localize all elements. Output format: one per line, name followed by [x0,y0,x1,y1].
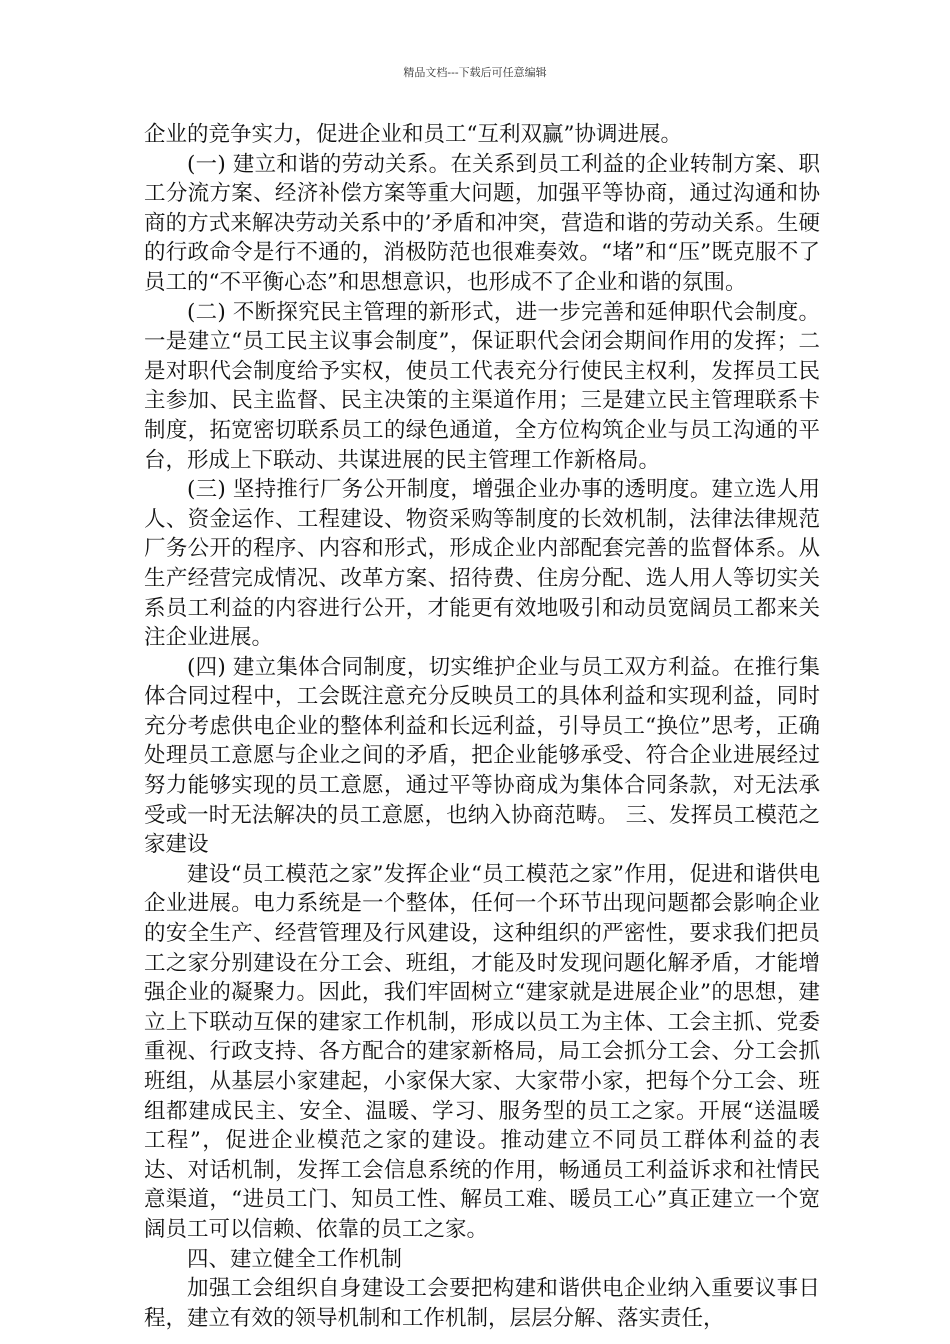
paragraph-model-home: 建设“员工模范之家”发挥企业“员工模范之家”作用，促进和谐供电企业进展。电力系统是一个整体，任何一个环节出现问题都会影响企业的安全生产、经营管理及行风建设，这种组织的严密性，要求我们把员工之家分别建设在分工会、班组，才能及时发现问题化解矛盾，才能增强企业的凝聚力。因此，我们牢固树立“建家就是进展企业”的思想，建立上下联动互保的建家工作机制，形成以员工为主体、工会主抓、党委重视、行政支持、各方配合的建家新格局，局工会抓分工会、分工会抓班组，从基层小家建起，小家保大家、大家带小家，把每个分工会、班组都建成民主、安全、温暖、学习、服务型的员工之家。开展“送温暖工程”，促进企业模范之家的建设。推动建立不同员工群体利益的表达、对话机制，发挥工会信息系统的作用，畅通员工利益诉求和社情民意渠道，“进员工门、知员工性、解员工难、暖员工心”真正建立一个宽阔员工可以信赖、依靠的员工之家。 [144,861,820,1242]
document-body [144,120,820,1333]
section-heading-mechanism: 四、建立健全工作机制 [187,1246,403,1272]
page-header: 精品文档---下载后可任意编辑 [403,66,547,79]
paragraph-section-3: (三) 坚持推行厂务公开制度，增强企业办事的透明度。建立选人用人、资金运作、工程建设、物资采购等制度的长效机制，法律法律规范厂务公开的程序、内容和形式，形成企业内部配套完善的监督体系。从生产经营完成情况、改革方案、招待费、住房分配、选人用人等切实关系员工利益的内容进行公开，才能更有效地吸引和动员宽阔员工都来关注企业进展。 [144,477,820,651]
paragraph-section-1: (一) 建立和谐的劳动关系。在关系到员工利益的企业转制方案、职工分流方案、经济补偿方案等重大问题，加强平等协商，通过沟通和协商的方式来解决劳动关系中的’矛盾和冲突，营造和谐的劳动关系。生硬的行政命令是行不通的，消极防范也很难奏效。“堵”和“压”既克服不了员工的“不平衡心态”和思想意识，也形成不了企业和谐的氛围。 [144,151,820,295]
paragraph-section-2: (二) 不断探究民主管理的新形式，进一步完善和延伸职代会制度。一是建立“员工民主议事会制度”，保证职代会闭会期间作用的发挥；二是对职代会制度给予实权，使员工代表充分行使民主权利，发挥员工民主参加、民主监督、民主决策的主渠道作用；三是建立民主管理联系卡制度，拓宽密切联系员工的绿色通道，全方位构筑企业与员工沟通的平台，形成上下联动、共谋进展的民主管理工作新格局。 [144,299,820,473]
paragraph-section-4: (四) 建立集体合同制度，切实维护企业与员工双方利益。在推行集体合同过程中，工会既注意充分反映员工的具体利益和实现利益，同时充分考虑供电企业的整体利益和长远利益，引导员工“换位”思考，正确处理员工意愿与企业之间的矛盾，把企业能够承受、符合企业进展经过努力能够实现的员工意愿，通过平等协商成为集体合同条款，对无法承受或一时无法解决的员工意愿，也纳入协商范畴。 三、发挥员工模范之家建设 [144,654,820,858]
paragraph-mechanism: 加强工会组织自身建设工会要把构建和谐供电企业纳入重要议事日程，建立有效的领导机制和工作机制，层层分解、落实责任， [144,1276,820,1331]
paragraph-continuation: 企业的竞争实力，促进企业和员工“互利双赢”协调进展。 [144,122,682,147]
